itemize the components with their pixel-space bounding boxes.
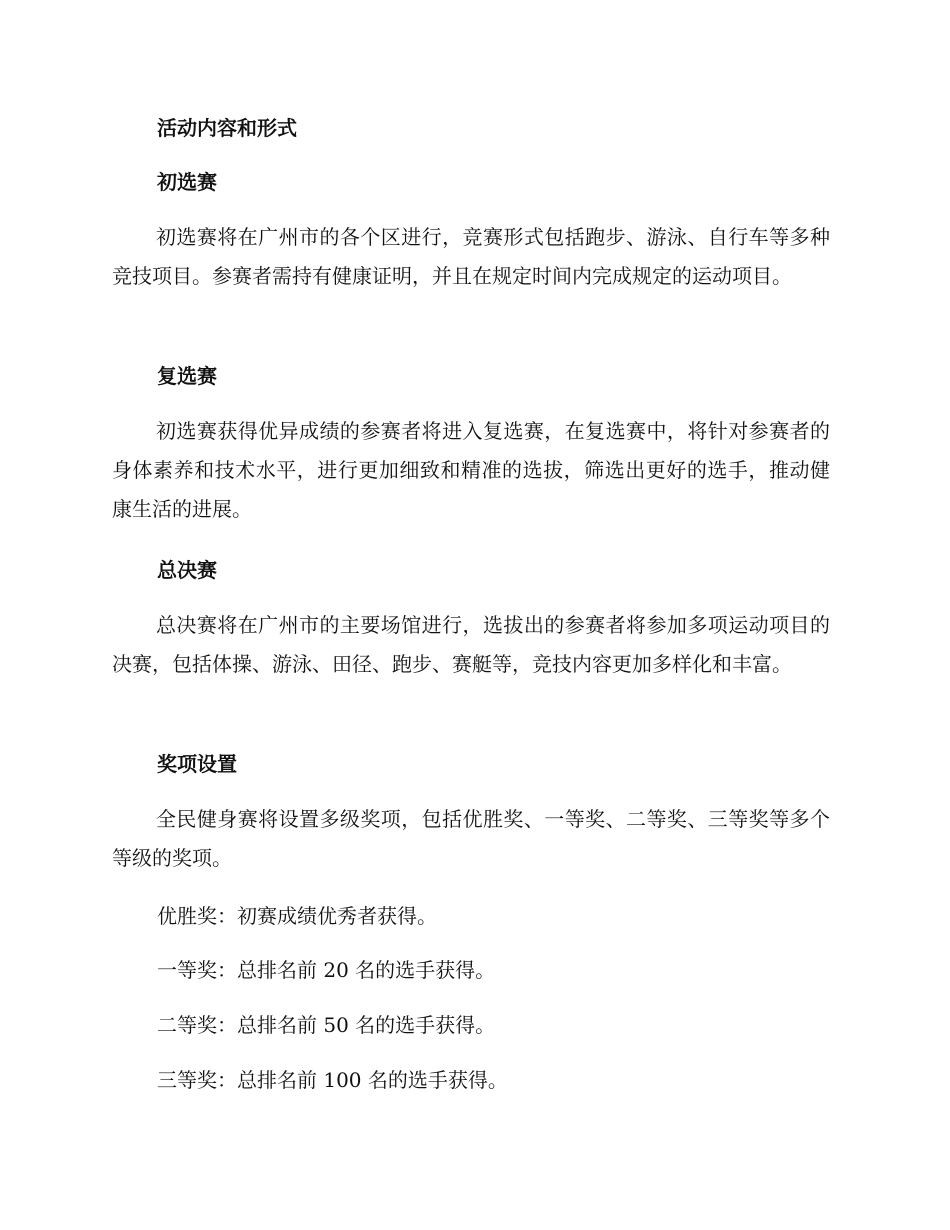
section-body-final: 总决赛将在广州市的主要场馆进行，选拔出的参赛者将参加多项运动项目的决赛，包括体操、游泳、田径、跑步、赛艇等，竞技内容更加多样化和丰富。 <box>112 613 830 676</box>
section-heading-preliminary: 初选赛 <box>157 170 217 194</box>
section-heading-final: 总决赛 <box>157 558 217 582</box>
section-body-preliminary: 初选赛将在广州市的各个区进行，竞赛形式包括跑步、游泳、自行车等多种竞技项目。参赛者需持有健康证明，并且在规定时间内完成规定的运动项目。 <box>112 225 830 288</box>
section-heading-awards: 奖项设置 <box>157 752 237 776</box>
award-item: 优胜奖：初赛成绩优秀者获得。 <box>157 904 437 928</box>
section-heading-second-round: 复选赛 <box>157 364 217 388</box>
section-body-awards: 全民健身赛将设置多级奖项，包括优胜奖、一等奖、二等奖、三等奖等多个等级的奖项。 <box>112 807 830 870</box>
section-body-second-round: 初选赛获得优异成绩的参赛者将进入复选赛，在复选赛中，将针对参赛者的身体素养和技术水平，进行更加细致和精准的选拔，筛选出更好的选手，推动健康生活的进展。 <box>112 419 830 521</box>
award-item: 一等奖：总排名前 20 名的选手获得。 <box>157 958 496 982</box>
award-item: 二等奖：总排名前 50 名的选手获得。 <box>157 1013 496 1037</box>
document-title: 活动内容和形式 <box>157 116 297 140</box>
award-item: 三等奖：总排名前 100 名的选手获得。 <box>157 1068 508 1092</box>
